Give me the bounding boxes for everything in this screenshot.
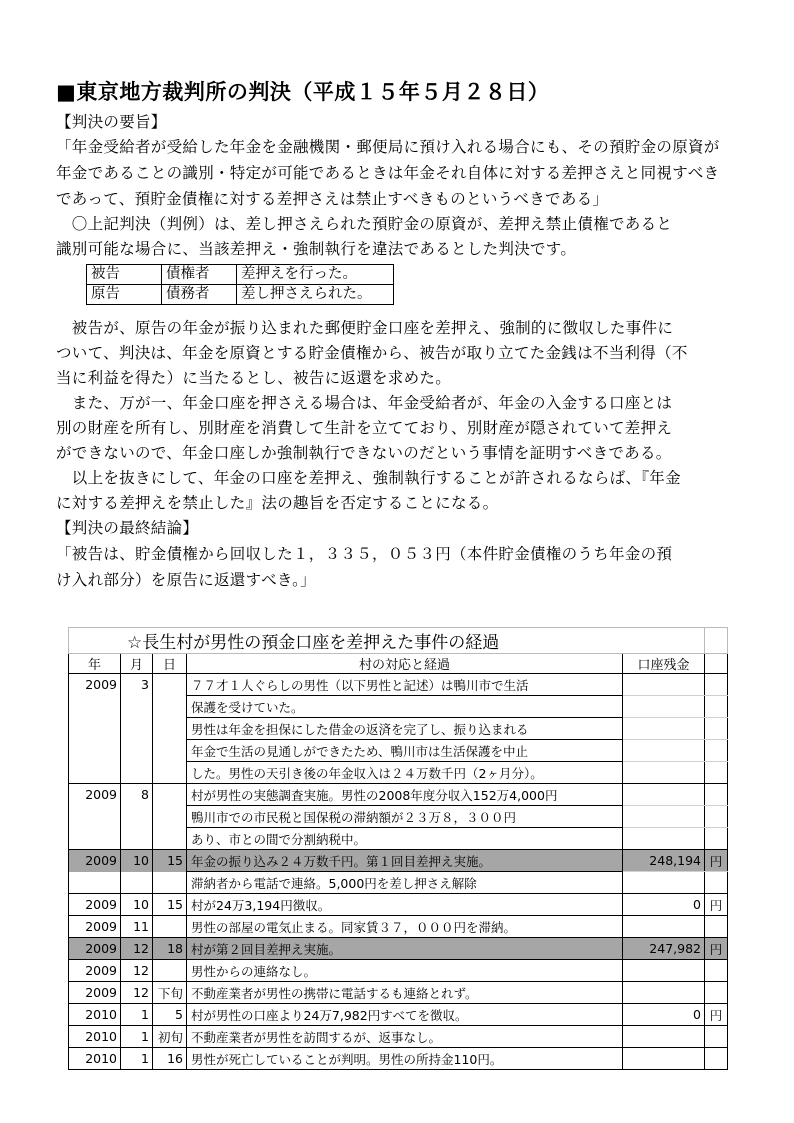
log-year <box>69 762 121 784</box>
log-month: 11 <box>121 916 153 938</box>
log-event: 不動産業者が男性の携帯に電話するも連絡とれず。 <box>187 982 623 1004</box>
log-row <box>69 806 728 828</box>
log-balance: 0 <box>623 894 705 916</box>
log-unit <box>705 872 728 894</box>
log-month: 12 <box>121 938 153 960</box>
log-unit: 円 <box>705 894 728 916</box>
log-row <box>69 718 728 740</box>
paragraph-line: 〇上記判決（判例）は、差し押さえられた預貯金の原資が、差押え禁止債権であると <box>56 215 673 233</box>
log-event: 男性は年金を担保にした借金の返済を完了し、振り込まれる <box>187 718 623 740</box>
log-month <box>121 806 153 828</box>
log-unit <box>705 828 728 850</box>
log-title-spacer <box>623 628 705 654</box>
log-event: 村が24万3,194円徴収。 <box>187 894 623 916</box>
log-year: 2009 <box>69 982 121 1004</box>
log-unit <box>705 960 728 982</box>
quote-line: であって、預貯金債権に対する差押さえは禁止すべきものというべきである」 <box>56 190 609 208</box>
log-header-row <box>69 654 728 674</box>
log-row <box>69 938 728 960</box>
log-year: 2009 <box>69 850 121 872</box>
log-unit <box>705 718 728 740</box>
log-month: 1 <box>121 1048 153 1070</box>
log-unit <box>705 696 728 718</box>
log-year: 2009 <box>69 784 121 806</box>
log-year: 2009 <box>69 916 121 938</box>
log-year <box>69 696 121 718</box>
header-unit <box>705 654 728 674</box>
section-heading-conclusion: 【判決の最終結論】 <box>56 519 199 537</box>
log-day <box>153 718 187 740</box>
log-day: 15 <box>153 894 187 916</box>
conclusion-line: 「被告は、貯金債権から回収した１，３３５，０５３円（本件貯金債権のうち年金の預 <box>56 545 673 563</box>
log-month <box>121 740 153 762</box>
log-row <box>69 674 728 696</box>
log-row <box>69 1004 728 1026</box>
log-month: 8 <box>121 784 153 806</box>
log-unit: 円 <box>705 850 728 872</box>
party-type: 債務者 <box>162 285 237 305</box>
log-year: 2010 <box>69 1048 121 1070</box>
log-year <box>69 872 121 894</box>
log-day: 初旬 <box>153 1026 187 1048</box>
log-month: 1 <box>121 1026 153 1048</box>
log-event: 村が男性の実態調査実施。男性の2008年度分収入152万4,000円 <box>187 784 623 806</box>
log-year <box>69 718 121 740</box>
parties-table <box>86 264 394 305</box>
paragraph-line: に対する差押えを禁止した』法の趣旨を否定することになる。 <box>56 494 499 512</box>
log-title-row <box>69 628 728 654</box>
quote-line: 「年金受給者が受給した年金を金融機関・郵便局に預け入れる場合にも、その預貯金の原資が <box>56 138 720 156</box>
log-balance: 247,982 <box>623 938 705 960</box>
log-row <box>69 916 728 938</box>
log-event: 保護を受けていた。 <box>187 696 623 718</box>
log-event: 男性が死亡していることが判明。男性の所持金110円。 <box>187 1048 623 1070</box>
log-month: 1 <box>121 1004 153 1026</box>
parties-row <box>87 285 394 305</box>
log-month <box>121 762 153 784</box>
log-unit <box>705 1026 728 1048</box>
log-day <box>153 806 187 828</box>
log-month: 10 <box>121 894 153 916</box>
log-row <box>69 740 728 762</box>
paragraph-line: 被告が、原告の年金が振り込まれた郵便貯金口座を差押え、強制的に徴収した事件に <box>56 319 674 337</box>
log-event: 男性の部屋の電気止まる。同家賃３７，０００円を滞納。 <box>187 916 623 938</box>
log-event: 村が男性の口座より24万7,982円すべてを徴収。 <box>187 1004 623 1026</box>
log-row <box>69 1026 728 1048</box>
log-year: 2009 <box>69 938 121 960</box>
log-row <box>69 960 728 982</box>
log-year <box>69 740 121 762</box>
log-unit: 円 <box>705 938 728 960</box>
log-day <box>153 696 187 718</box>
log-unit <box>705 762 728 784</box>
log-unit <box>705 674 728 696</box>
log-day <box>153 872 187 894</box>
log-unit <box>705 740 728 762</box>
log-event: 男性からの連絡なし。 <box>187 960 623 982</box>
log-month <box>121 696 153 718</box>
log-event: あり、市との間で分割納税中。 <box>187 828 623 850</box>
log-row <box>69 828 728 850</box>
header-month: 月 <box>121 654 153 674</box>
log-row <box>69 784 728 806</box>
log-unit <box>705 982 728 1004</box>
log-balance <box>623 1048 705 1070</box>
log-year: 2009 <box>69 960 121 982</box>
log-balance <box>623 762 705 784</box>
log-balance <box>623 982 705 1004</box>
log-row <box>69 850 728 872</box>
log-event: 滞納者から電話で連絡。5,000円を差し押さえ解除 <box>187 872 623 894</box>
paragraph-line: 以上を抜きにして、年金の口座を差押え、強制執行することが許されるならば、『年金 <box>56 469 681 487</box>
log-event: 年金で生活の見通しができたため、鴨川市は生活保護を中止 <box>187 740 623 762</box>
log-balance <box>623 1026 705 1048</box>
log-day <box>153 740 187 762</box>
log-balance <box>623 916 705 938</box>
log-balance <box>623 806 705 828</box>
log-balance: 248,194 <box>623 850 705 872</box>
log-day <box>153 674 187 696</box>
log-row <box>69 1048 728 1070</box>
log-balance <box>623 718 705 740</box>
log-balance: 0 <box>623 1004 705 1026</box>
log-title: ☆長生村が男性の預金口座を差押えた事件の経過 <box>69 628 623 654</box>
log-year: 2010 <box>69 1004 121 1026</box>
party-desc: 差押えを行った。 <box>237 265 394 285</box>
log-day: 5 <box>153 1004 187 1026</box>
log-day: 下旬 <box>153 982 187 1004</box>
log-day <box>153 960 187 982</box>
log-balance <box>623 740 705 762</box>
header-event: 村の対応と経過 <box>187 654 623 674</box>
quote-line: 年金であることの識別・特定が可能であるときは年金それ自体に対する差押さえと同視すべき <box>56 164 720 182</box>
header-year: 年 <box>69 654 121 674</box>
log-day: 15 <box>153 850 187 872</box>
log-month: 12 <box>121 960 153 982</box>
paragraph-line: ついて、判決は、年金を原資とする貯金債権から、被告が取り立てた金銭は不当利得（不 <box>56 344 688 362</box>
log-balance <box>623 696 705 718</box>
section-heading-summary: 【判決の要旨】 <box>56 113 167 131</box>
paragraph-line: また、万が一、年金口座を押さえる場合は、年金受給者が、年金の入金する口座とは <box>56 394 673 412</box>
log-day: 18 <box>153 938 187 960</box>
log-event: 不動産業者が男性を訪問するが、返事なし。 <box>187 1026 623 1048</box>
page-title: ■東京地方裁判所の判決（平成１５年５月２８日） <box>56 80 550 104</box>
log-row <box>69 982 728 1004</box>
log-row <box>69 894 728 916</box>
party-role: 原告 <box>87 285 162 305</box>
log-event: 鴨川市での市民税と国保税の滞納額が２３万８，３００円 <box>187 806 623 828</box>
header-day: 日 <box>153 654 187 674</box>
log-month <box>121 828 153 850</box>
party-role: 被告 <box>87 265 162 285</box>
log-unit <box>705 1048 728 1070</box>
log-month <box>121 718 153 740</box>
log-year <box>69 806 121 828</box>
log-month: 3 <box>121 674 153 696</box>
log-row <box>69 762 728 784</box>
paragraph-line: 別の財産を所有し、別財産を消費して生計を立てており、別財産が隠されていて差押え <box>56 419 673 437</box>
log-day <box>153 762 187 784</box>
log-balance <box>623 960 705 982</box>
log-month: 12 <box>121 982 153 1004</box>
log-day <box>153 828 187 850</box>
log-year: 2010 <box>69 1026 121 1048</box>
log-unit: 円 <box>705 1004 728 1026</box>
log-balance <box>623 674 705 696</box>
party-type: 債権者 <box>162 265 237 285</box>
log-event: 村が第２回目差押え実施。 <box>187 938 623 960</box>
log-year: 2009 <box>69 674 121 696</box>
paragraph-line: 当に利益を得た）に当たるとし、被告に返還を求めた。 <box>56 369 452 387</box>
log-month: 10 <box>121 850 153 872</box>
log-month <box>121 872 153 894</box>
log-year: 2009 <box>69 894 121 916</box>
party-desc: 差し押さえられた。 <box>237 285 394 305</box>
log-day <box>153 916 187 938</box>
case-log-table <box>68 627 728 1070</box>
header-balance: 口座残金 <box>623 654 705 674</box>
log-row <box>69 872 728 894</box>
paragraph-line: ができないので、年金口座しか強制執行できないのだという事情を証明すべきである。 <box>56 444 672 462</box>
log-event: ７７才１人ぐらしの男性（以下男性と記述）は鴨川市で生活 <box>187 674 623 696</box>
conclusion-line: け入れ部分）を原告に返還すべき。」 <box>56 571 316 589</box>
log-day <box>153 784 187 806</box>
log-event: した。男性の天引き後の年金収入は２４万数千円（2ヶ月分）。 <box>187 762 623 784</box>
log-title-spacer <box>705 628 728 654</box>
log-unit <box>705 916 728 938</box>
log-day: 16 <box>153 1048 187 1070</box>
log-unit <box>705 784 728 806</box>
log-balance <box>623 784 705 806</box>
log-unit <box>705 806 728 828</box>
parties-row <box>87 265 394 285</box>
paragraph-line: 識別可能な場合に、当該差押え・強制執行を違法であるとした判決です。 <box>56 240 577 258</box>
log-event: 年金の振り込み２４万数千円。第１回目差押え実施。 <box>187 850 623 872</box>
log-balance <box>623 828 705 850</box>
log-row <box>69 696 728 718</box>
log-year <box>69 828 121 850</box>
log-balance <box>623 872 705 894</box>
